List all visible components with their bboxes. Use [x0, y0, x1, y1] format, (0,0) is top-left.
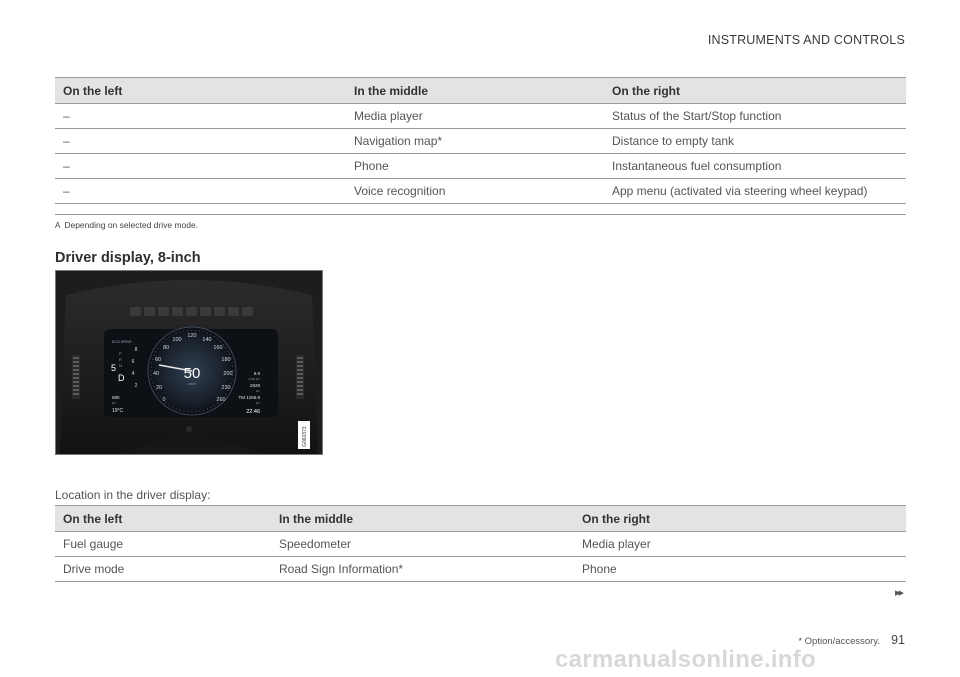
table-cell: Instantaneous fuel consumption: [604, 154, 906, 179]
table-cell: Status of the Start/Stop function: [604, 104, 906, 129]
table-cell-empty: [604, 204, 906, 215]
rpm-tick-label: 4: [131, 371, 135, 377]
speed-tick-label: 120: [187, 333, 197, 339]
gear-p: P: [119, 351, 122, 356]
fuel-consumption-value: 9.9: [253, 371, 260, 376]
table-cell: Fuel gauge: [55, 532, 271, 557]
column-header: On the left: [55, 78, 346, 104]
gear-n: N: [119, 363, 122, 368]
table-row-empty: [55, 204, 906, 215]
distance-to-empty-unit: km: [256, 389, 260, 393]
speed-unit: km/h: [188, 382, 196, 386]
table-cell: Phone: [346, 154, 604, 179]
watermark: carmanualsonline.info: [555, 646, 817, 673]
table-row: [55, 154, 906, 179]
gear-number: 5: [111, 363, 117, 373]
speed-tick-label: 160: [213, 345, 223, 351]
footnote-text: Depending on selected drive mode.: [64, 220, 199, 230]
table-header-row: [55, 506, 906, 532]
gear-r: R: [119, 357, 122, 362]
speed-tick-label: 60: [154, 357, 162, 363]
table-row: [55, 179, 906, 204]
image-code: G060373: [302, 426, 308, 447]
speed-tick-label: 0: [162, 397, 166, 403]
column-header: On the right: [574, 506, 906, 532]
top-slats: [130, 307, 253, 316]
table-cell: Speedometer: [271, 532, 574, 557]
range-unit: km: [112, 401, 116, 405]
gear-letter: D: [118, 373, 125, 383]
driver-display-illustration: [56, 271, 322, 454]
table-cell: –: [55, 104, 346, 129]
table-cell: Media player: [574, 532, 906, 557]
section-heading: Driver display, 8-inch: [55, 250, 201, 266]
table-cell: App menu (activated via steering wheel keypad): [604, 179, 906, 204]
fuel-gauge: [72, 355, 80, 399]
speed-tick-label: 200: [223, 371, 233, 377]
table-header-row: [55, 78, 906, 104]
table-cell: –: [55, 179, 346, 204]
rpm-tick-label: 2: [134, 383, 138, 389]
table-cell-empty: [55, 204, 346, 215]
column-header: On the right: [604, 78, 906, 104]
section-header: INSTRUMENTS AND CONTROLS: [707, 33, 905, 47]
drive-mode-label: ECO DRIVE: [112, 340, 132, 344]
column-header: On the left: [55, 506, 271, 532]
table-cell: –: [55, 154, 346, 179]
trip-meter-unit: km: [256, 401, 260, 405]
range-value: 980: [112, 395, 120, 400]
footer-note: * Option/accessory.: [798, 636, 880, 647]
trip-meter-value: TM 1256.9: [238, 395, 260, 400]
distance-to-empty-value: 2828: [249, 383, 260, 388]
table-row: [55, 557, 906, 582]
speed-tick-label: 140: [202, 337, 212, 343]
table-cell: –: [55, 129, 346, 154]
table-cell: Voice recognition: [346, 179, 604, 204]
table-cell: Distance to empty tank: [604, 129, 906, 154]
next-page-icon[interactable]: ▸▸: [894, 587, 902, 599]
speed-tick-label: 20: [155, 385, 163, 391]
rpm-tick-label: 8: [134, 347, 138, 353]
digital-speed: 50: [183, 365, 201, 382]
driver-display-figure: [55, 270, 323, 455]
table-row: [55, 532, 906, 557]
temperature-gauge: [296, 355, 304, 399]
speed-tick-label: 230: [221, 385, 231, 391]
outside-temperature: 19°C: [112, 408, 124, 414]
table-cell: Road Sign Information*: [271, 557, 574, 582]
fuel-consumption-unit: l/100 km: [248, 377, 260, 381]
table-cell: Phone: [574, 557, 906, 582]
column-header: In the middle: [271, 506, 574, 532]
rpm-tick-label: 6: [131, 359, 135, 365]
table-cell: Drive mode: [55, 557, 271, 582]
bottom-table: [55, 505, 906, 582]
speed-tick-label: 100: [172, 337, 182, 343]
clock: 22:46: [246, 409, 260, 415]
table-cell-empty: [346, 204, 604, 215]
center-knob: [186, 426, 192, 432]
figure-caption: Location in the driver display:: [55, 488, 211, 502]
footnote-mark: A: [55, 221, 61, 230]
table-cell: Navigation map*: [346, 129, 604, 154]
column-header: In the middle: [346, 78, 604, 104]
table-row: [55, 129, 906, 154]
table-row: [55, 104, 906, 129]
speed-tick-label: 40: [152, 371, 160, 377]
table-cell: Media player: [346, 104, 604, 129]
speed-tick-label: 80: [162, 345, 170, 351]
speed-tick-label: 180: [221, 357, 231, 363]
page-number: 91: [891, 633, 905, 647]
top-table: [55, 77, 906, 215]
speed-tick-label: 260: [216, 397, 226, 403]
footnote: [55, 220, 198, 230]
